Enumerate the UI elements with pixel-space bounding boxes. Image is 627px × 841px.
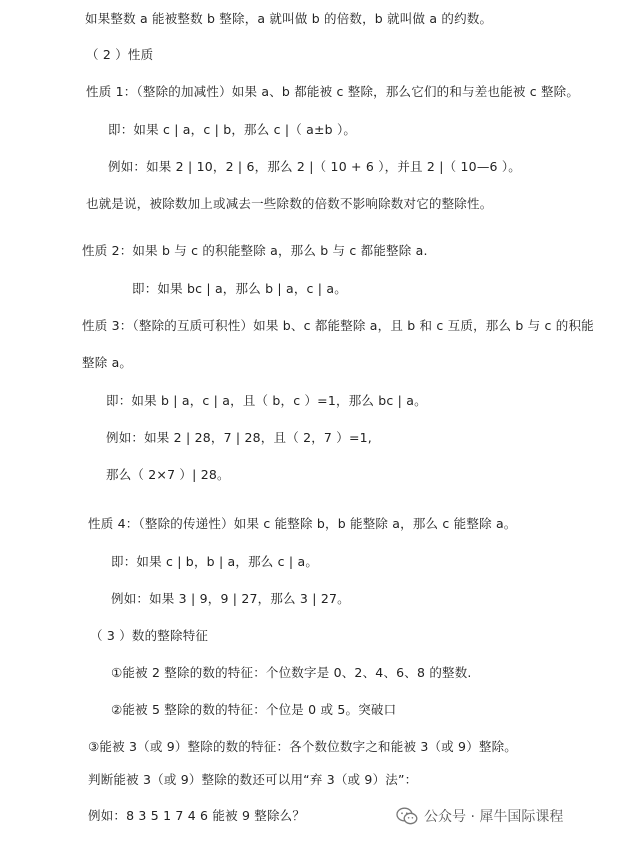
property-3-example-result: 那么（ 2×7 ）| 28。 <box>106 467 230 482</box>
divisibility-rule-3-9: ③能被 3（或 9）整除的数的特征：各个数位数字之和能被 3（或 9）整除。 <box>88 739 518 754</box>
watermark <box>396 806 563 826</box>
property-4-formula: 即：如果 c | b，b | a，那么 c | a。 <box>111 554 319 569</box>
divisibility-rule-5: ②能被 5 整除的数的特征：个位是 0 或 5。突破口 <box>111 702 397 717</box>
section-heading-properties: （ 2 ）性质 <box>86 47 154 62</box>
property-4-example: 例如：如果 3 | 9，9 | 27，那么 3 | 27。 <box>111 591 350 606</box>
property-2: 性质 2：如果 b 与 c 的积能整除 a，那么 b 与 c 都能整除 a. <box>82 243 428 258</box>
property-3-formula: 即：如果 b | a，c | a，且（ b，c ）=1，那么 bc | a。 <box>106 393 427 408</box>
property-3-example: 例如：如果 2 | 28，7 | 28，且（ 2，7 ）=1, <box>106 430 372 445</box>
divisibility-rule-2: ①能被 2 整除的数的特征：个位数字是 0、2、4、6、8 的整数. <box>111 665 472 680</box>
example-question: 例如：8 3 5 1 7 4 6 能被 9 整除么？ <box>88 808 306 823</box>
property-3-continued: 整除 a。 <box>82 355 133 370</box>
property-1-example: 例如：如果 2 | 10，2 | 6，那么 2 |（ 10 + 6 ），并且 2 |（ 10—6 ）。 <box>108 159 522 174</box>
property-1: 性质 1：（整除的加减性）如果 a、b 都能被 c 整除，那么它们的和与差也能被 c 整除。 <box>86 84 580 99</box>
property-2-formula: 即：如果 bc | a，那么 b | a，c | a。 <box>132 281 347 296</box>
cast-out-method: 判断能被 3（或 9）整除的数还可以用“弃 3（或 9）法”： <box>88 772 418 787</box>
property-3: 性质 3：（整除的互质可积性）如果 b、c 都能整除 a，且 b 和 c 互质，那么 b 与 c 的积能 <box>82 318 594 333</box>
section-heading-divisibility: （ 3 ）数的整除特征 <box>90 628 209 643</box>
watermark-text: 公众号 · 犀牛国际课程 <box>424 809 564 825</box>
property-4: 性质 4：（整除的传递性）如果 c 能整除 b，b 能整除 a，那么 c 能整除 a。 <box>88 516 517 531</box>
property-1-explanation: 也就是说，被除数加上或减去一些除数的倍数不影响除数对它的整除性。 <box>86 196 493 211</box>
definition-line: 如果整数 a 能被整数 b 整除，a 就叫做 b 的倍数，b 就叫做 a 的约数。 <box>85 11 493 26</box>
wechat-icon <box>396 807 418 825</box>
property-1-formula: 即：如果 c | a，c | b，那么 c |（ a±b ）。 <box>108 122 357 137</box>
